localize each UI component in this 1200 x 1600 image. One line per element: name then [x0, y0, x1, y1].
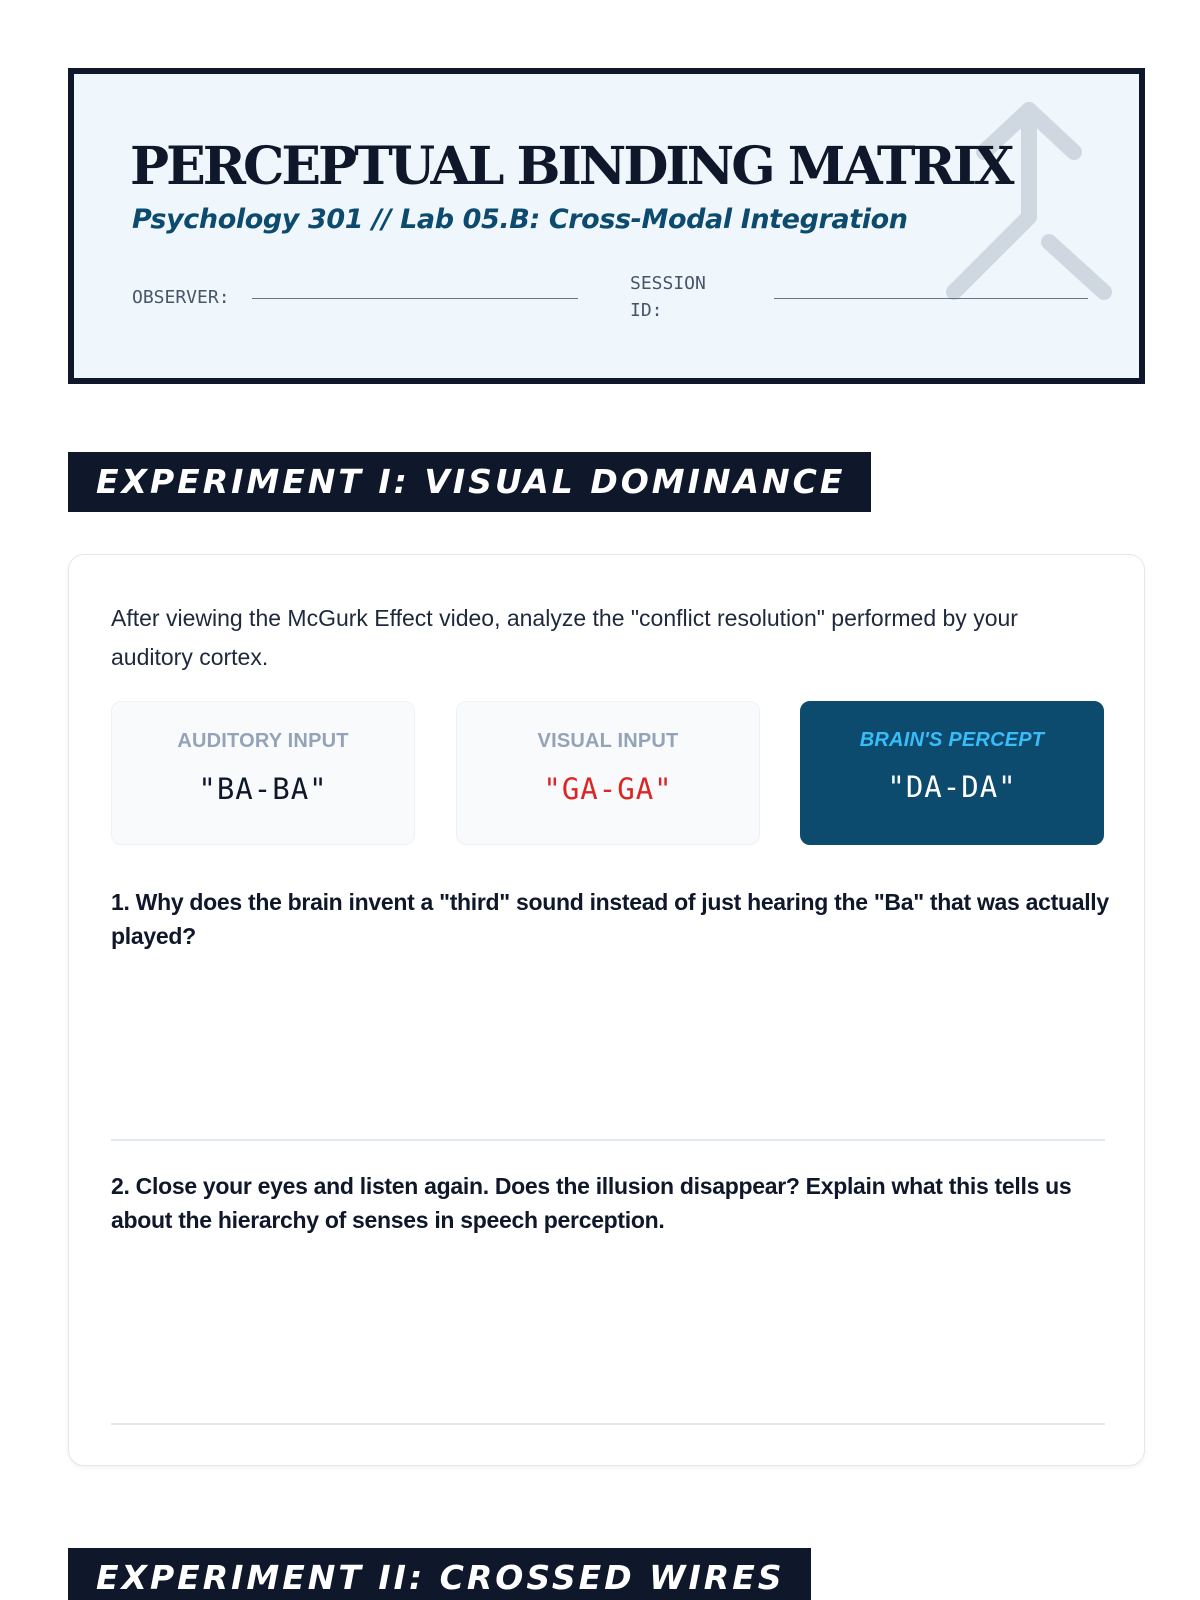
observer-label: OBSERVER:: [132, 287, 230, 308]
brain-percept-label: BRAIN'S PERCEPT: [859, 729, 1045, 751]
merge-arrow-icon: [924, 102, 1144, 322]
experiment-1-card: [68, 554, 1145, 1466]
worksheet-subtitle: Psychology 301 // Lab 05.B: Cross-Modal Integration: [132, 204, 908, 235]
auditory-input-card: [111, 701, 415, 845]
answer-field-2[interactable]: [111, 1423, 1105, 1425]
brain-percept-value: "DA-DA": [887, 770, 1017, 804]
visual-input-label: VISUAL INPUT: [537, 730, 679, 752]
auditory-input-label: AUDITORY INPUT: [177, 730, 349, 752]
section-heading-experiment-1: EXPERIMENT I: VISUAL DOMINANCE: [68, 452, 871, 512]
worksheet-header: [68, 68, 1145, 384]
question-1: 1. Why does the brain invent a "third" sound instead of just hearing the "Ba" that was actually played?: [111, 889, 1109, 949]
observer-field[interactable]: [252, 298, 578, 299]
visual-input-value: "GA-GA": [543, 772, 673, 806]
visual-input-card: [456, 701, 760, 845]
section-heading-experiment-2: EXPERIMENT II: CROSSED WIRES: [68, 1548, 811, 1600]
answer-field-1[interactable]: [111, 1139, 1105, 1141]
question-2: 2. Close your eyes and listen again. Does the illusion disappear? Explain what this tells us about the hierarchy of senses in speech perception.: [111, 1173, 1072, 1233]
auditory-input-value: "BA-BA": [198, 772, 328, 806]
brain-percept-card: [800, 701, 1104, 845]
session-id-label: SESSION ID:: [630, 273, 706, 321]
worksheet-title: PERCEPTUAL BINDING MATRIX: [130, 136, 1012, 197]
experiment-1-intro: After viewing the McGurk Effect video, analyze the "conflict resolution" performed by your auditory cortex.: [111, 605, 1018, 670]
session-id-field[interactable]: [774, 298, 1088, 299]
